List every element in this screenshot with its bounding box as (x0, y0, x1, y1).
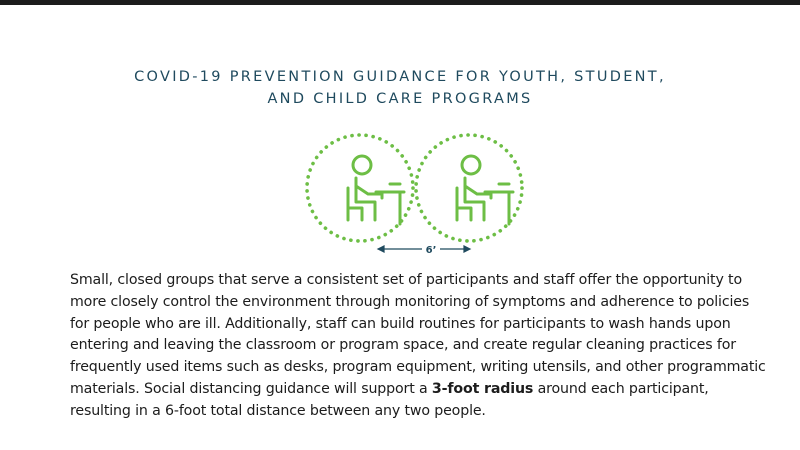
paragraph-part-2: around each participant, resulting in a 6-foot total distance between any two people. (70, 380, 709, 419)
distance-arrow (378, 246, 470, 252)
paragraph-part-1: Small, closed groups that serve a consistent set of participants and staff offer the opportunity to more closely control the environment through monitoring of symptoms and adherence to policies for people who are ill. Additionally, staff can build routines for participants to wash hands upon entering and leaving the classroom or program space, and create regular cleaning practices for frequently used items such as desks, program equipment, writing utensils, and other programmatic materials. Social distancing guidance will support a (70, 272, 766, 397)
social-distancing-illustration (290, 128, 530, 258)
right-seated-person-icon (457, 156, 513, 224)
page-title-line-2: AND CHILD CARE PROGRAMS (267, 91, 533, 107)
page-title-line-1: COVID-19 PREVENTION GUIDANCE FOR YOUTH, STUDENT, (134, 69, 666, 85)
top-border (0, 0, 800, 5)
left-seated-person-icon (348, 156, 404, 224)
distance-label: 6’ (425, 245, 437, 256)
body-paragraph (70, 270, 770, 423)
page-title (0, 66, 800, 110)
paragraph-bold-radius: 3-foot radius (431, 380, 534, 397)
